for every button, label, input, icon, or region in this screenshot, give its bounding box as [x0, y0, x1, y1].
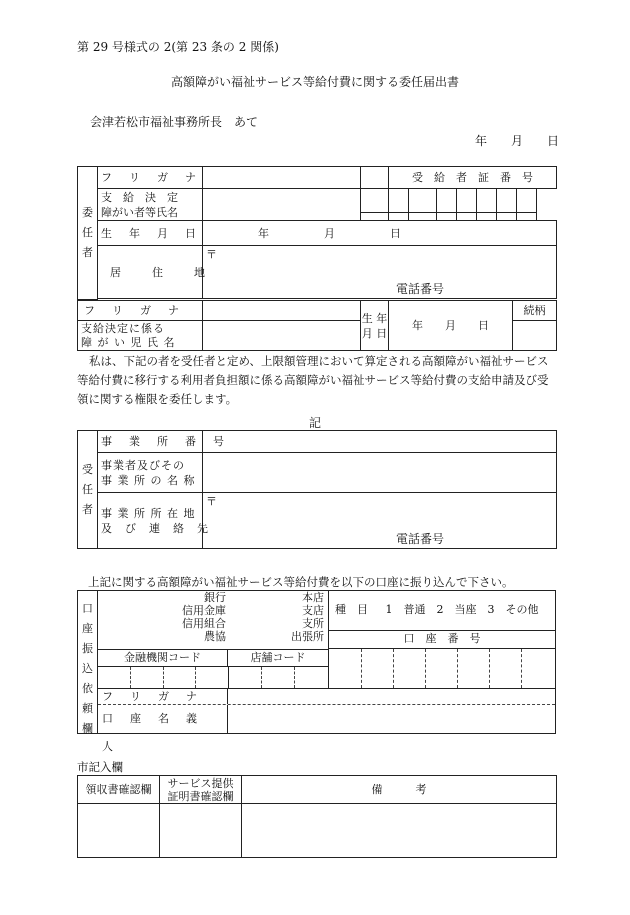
office-address-field[interactable] — [203, 493, 557, 549]
delegate-side-label: 受 任 者 — [78, 431, 98, 549]
recipient-number-digit[interactable] — [389, 189, 409, 221]
remarks-label: 備 考 — [242, 776, 557, 804]
holder-label: 口 座 名 義 人 — [98, 705, 228, 733]
delegator-table — [77, 166, 557, 300]
code-boxes[interactable] — [98, 667, 328, 689]
child-name-label: 支給決定に係る 障 が い 児 氏 名 — [78, 321, 203, 351]
child-furigana-label: フ リ ガ ナ — [78, 301, 203, 321]
office-number-label: 事 業 所 番 号 — [98, 431, 203, 453]
recipient-number-digit[interactable] — [437, 189, 457, 221]
recipient-name-field[interactable] — [203, 189, 361, 221]
account-type-label: 種 目 — [335, 603, 368, 616]
remarks-field[interactable] — [242, 804, 557, 858]
recipient-name-label: 支 給 決 定 障がい者等氏名 — [98, 189, 203, 221]
receipt-check-label: 領収書確認欄 — [78, 776, 160, 804]
office-name-field[interactable] — [203, 453, 557, 493]
recipient-number-digit[interactable] — [497, 189, 517, 221]
account-type-row — [328, 591, 555, 631]
document-title: 高額障がい福祉サービス等給付費に関する委任届出書 — [170, 75, 459, 89]
child-furigana-field[interactable] — [203, 301, 361, 321]
recipient-number-digit[interactable] — [409, 189, 437, 221]
relation-field[interactable] — [513, 321, 557, 351]
branch-code-label: 店舗コード — [250, 651, 306, 664]
bank-code-label: 金融機関コード — [98, 650, 228, 666]
holder-furigana-row — [98, 689, 555, 705]
holder-furigana-field[interactable] — [228, 689, 555, 704]
child-birth-field[interactable]: 年 月 日 — [389, 301, 513, 351]
account-number-boxes[interactable] — [328, 649, 555, 689]
service-check-label: サービス提供 証明書確認欄 — [160, 776, 242, 804]
holder-furigana-label: フ リ ガ ナ — [98, 689, 228, 704]
holder-field[interactable] — [228, 705, 555, 733]
receipt-check-field[interactable] — [78, 804, 160, 858]
office-address-label: 事 業 所 所 在 地 及 び 連 絡 先 — [98, 493, 203, 549]
office-name-label: 事業者及びその 事 業 所 の 名 称 — [98, 453, 203, 493]
ki-mark: 記 — [308, 416, 321, 430]
delegator-side-label: 委 任 者 — [78, 167, 98, 300]
city-table — [77, 775, 557, 858]
recipient-number-label: 受 給 者 証 番 号 — [389, 167, 557, 189]
delegate-table — [77, 430, 557, 549]
code-label-row — [98, 649, 328, 667]
address-field[interactable] — [203, 246, 557, 299]
branch-type-list: 本店 支店 支所 出張所 — [291, 591, 324, 643]
child-table — [77, 300, 557, 351]
holder-row — [98, 705, 555, 753]
delegate-postal-mark: 〒 — [206, 495, 217, 508]
account-section — [77, 590, 556, 753]
delegation-statement: 私は、下記の者を受任者と定め、上限額管理において算定される高額障がい福祉サービス等給付費に移行する利用者負担額に係る高額障がい福祉サービス等給付費の支給申請及び受領に関する権限を委任します。 — [77, 354, 549, 406]
addressee: 会津若松市福祉事務所長 あて — [90, 115, 259, 129]
service-check-field[interactable] — [160, 804, 242, 858]
postal-mark: 〒 — [206, 248, 217, 261]
city-section-label: 市記入欄 — [77, 760, 123, 774]
date-line: 年 月 日 — [475, 134, 560, 148]
birthdate-label: 生 年 月 日 — [98, 221, 203, 246]
recipient-number-digit[interactable] — [457, 189, 477, 221]
office-number-field[interactable] — [203, 431, 557, 453]
account-side-label: 口 座 振 込 依 頼 欄 — [78, 591, 98, 733]
phone-label: 電話番号 — [396, 282, 445, 296]
birthdate-field[interactable]: 年 月 日 — [203, 221, 557, 246]
recipient-number-digit[interactable] — [477, 189, 497, 221]
furigana-label: フ リ ガ ナ — [98, 167, 203, 189]
form-number: 第 29 号様式の 2(第 23 条の 2 関係) — [77, 40, 279, 54]
relation-label: 続柄 — [513, 301, 557, 321]
recipient-number-digit[interactable] — [517, 189, 537, 221]
furigana-field[interactable] — [203, 167, 361, 189]
child-birth-label: 生 年 月 日 — [361, 301, 389, 351]
delegate-phone-label: 電話番号 — [396, 532, 445, 546]
account-type-options[interactable]: 1 普通 2 当座 3 その他 — [385, 603, 539, 616]
transfer-note: 上記に関する高額障がい福祉サービス等給付費を以下の口座に振り込んで下さい。 — [88, 575, 514, 589]
child-name-field[interactable] — [203, 321, 361, 351]
bank-type-list: 銀行 信用金庫 信用組合 農協 — [182, 591, 226, 643]
address-label: 居 住 地 — [98, 246, 203, 299]
account-number-label: 口 座 番 号 — [328, 631, 555, 649]
